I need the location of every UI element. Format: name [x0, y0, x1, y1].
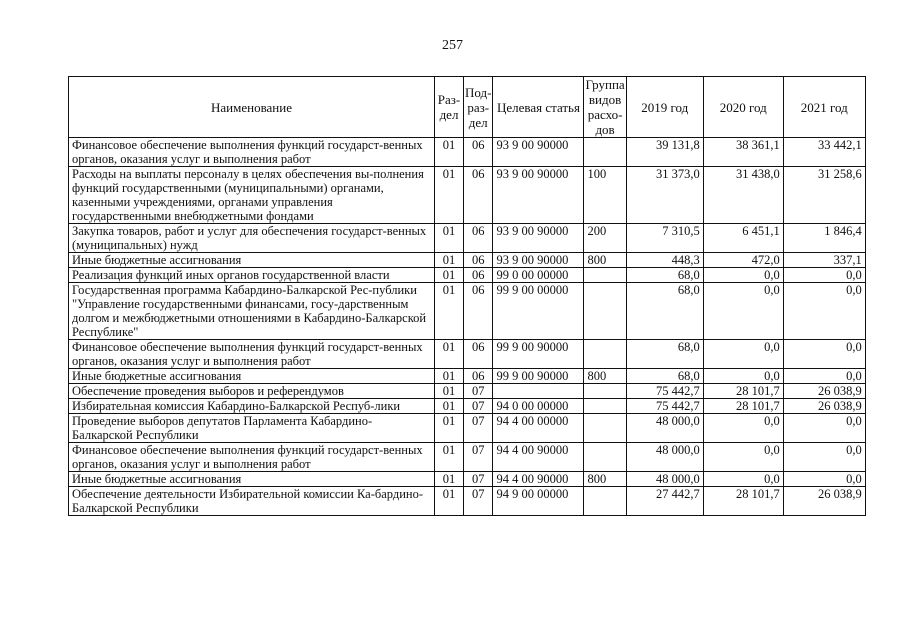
table-row [69, 443, 866, 472]
row-name: Реализация функций иных органов государственной власти [69, 268, 435, 283]
row-name: Финансовое обеспечение выполнения функций государст-венных органов, оказания услуг и выполнения работ [69, 340, 435, 369]
row-2021: 0,0 [783, 472, 865, 487]
row-section: 01 [435, 369, 464, 384]
budget-table [68, 76, 866, 516]
row-2021: 337,1 [783, 253, 865, 268]
row-subsection: 07 [464, 399, 493, 414]
row-target: 93 9 00 90000 [493, 167, 584, 224]
row-name: Иные бюджетные ассигнования [69, 472, 435, 487]
row-name: Иные бюджетные ассигнования [69, 369, 435, 384]
row-2020: 28 101,7 [703, 399, 783, 414]
row-2019: 68,0 [626, 283, 703, 340]
row-2020: 31 438,0 [703, 167, 783, 224]
row-subsection: 06 [464, 369, 493, 384]
row-name: Проведение выборов депутатов Парламента Кабардино-Балкарской Республики [69, 414, 435, 443]
row-2021: 0,0 [783, 414, 865, 443]
row-name: Закупка товаров, работ и услуг для обеспечения государст-венных (муниципальных) нужд [69, 224, 435, 253]
row-subsection: 06 [464, 253, 493, 268]
row-section: 01 [435, 167, 464, 224]
row-subsection: 07 [464, 384, 493, 399]
row-2020: 28 101,7 [703, 487, 783, 516]
row-2019: 448,3 [626, 253, 703, 268]
row-target: 93 9 00 90000 [493, 253, 584, 268]
row-2021: 0,0 [783, 340, 865, 369]
row-target: 99 0 00 00000 [493, 268, 584, 283]
row-section: 01 [435, 399, 464, 414]
row-2019: 68,0 [626, 268, 703, 283]
row-2020: 0,0 [703, 340, 783, 369]
header-2019: 2019 год [626, 77, 703, 138]
row-section: 01 [435, 253, 464, 268]
row-group: 800 [584, 253, 626, 268]
row-name: Расходы на выплаты персоналу в целях обеспечения вы-полнения функций государственными (муниципальными) органами, казенными учреждениями, органами управления государственными внебюджетными фондами [69, 167, 435, 224]
row-target: 99 9 00 00000 [493, 283, 584, 340]
row-section: 01 [435, 138, 464, 167]
table-row [69, 167, 866, 224]
header-2021: 2021 год [783, 77, 865, 138]
row-2020: 0,0 [703, 268, 783, 283]
row-2021: 33 442,1 [783, 138, 865, 167]
row-target: 94 4 00 90000 [493, 472, 584, 487]
row-group [584, 138, 626, 167]
row-name: Избирательная комиссия Кабардино-Балкарской Респуб-лики [69, 399, 435, 414]
row-section: 01 [435, 487, 464, 516]
row-section: 01 [435, 384, 464, 399]
row-subsection: 06 [464, 268, 493, 283]
row-2021: 0,0 [783, 369, 865, 384]
page-number: 257 [442, 38, 463, 53]
row-subsection: 06 [464, 340, 493, 369]
row-group [584, 399, 626, 414]
row-group [584, 340, 626, 369]
table-row [69, 399, 866, 414]
row-section: 01 [435, 472, 464, 487]
row-section: 01 [435, 268, 464, 283]
row-2020: 0,0 [703, 369, 783, 384]
header-target: Целевая статья [493, 77, 584, 138]
row-target: 99 9 00 90000 [493, 369, 584, 384]
row-target: 94 4 00 90000 [493, 443, 584, 472]
header-subsection: Под-раз-дел [464, 77, 493, 138]
row-2019: 75 442,7 [626, 399, 703, 414]
row-2021: 26 038,9 [783, 384, 865, 399]
row-name: Государственная программа Кабардино-Балкарской Рес-публики "Управление государственными финансами, госу-дарственным долгом и межбюджетными отношениями в Кабардино-Балкарской Республике" [69, 283, 435, 340]
row-2021: 0,0 [783, 268, 865, 283]
header-row [69, 77, 866, 138]
row-2019: 75 442,7 [626, 384, 703, 399]
row-2021: 26 038,9 [783, 487, 865, 516]
row-2020: 0,0 [703, 414, 783, 443]
table-row [69, 224, 866, 253]
row-target: 94 0 00 00000 [493, 399, 584, 414]
row-group [584, 487, 626, 516]
row-name: Финансовое обеспечение выполнения функций государст-венных органов, оказания услуг и выполнения работ [69, 138, 435, 167]
row-name: Финансовое обеспечение выполнения функций государст-венных органов, оказания услуг и выполнения работ [69, 443, 435, 472]
row-group [584, 283, 626, 340]
row-target: 94 4 00 00000 [493, 414, 584, 443]
row-subsection: 06 [464, 167, 493, 224]
row-2019: 48 000,0 [626, 443, 703, 472]
table-row [69, 138, 866, 167]
row-name: Обеспечение проведения выборов и референдумов [69, 384, 435, 399]
row-2020: 28 101,7 [703, 384, 783, 399]
row-2020: 6 451,1 [703, 224, 783, 253]
row-2021: 0,0 [783, 283, 865, 340]
row-section: 01 [435, 283, 464, 340]
row-subsection: 07 [464, 414, 493, 443]
table-row [69, 283, 866, 340]
row-2020: 0,0 [703, 443, 783, 472]
row-name: Иные бюджетные ассигнования [69, 253, 435, 268]
row-2020: 38 361,1 [703, 138, 783, 167]
row-group [584, 384, 626, 399]
header-2020: 2020 год [703, 77, 783, 138]
row-2019: 48 000,0 [626, 414, 703, 443]
row-2021: 1 846,4 [783, 224, 865, 253]
row-2019: 27 442,7 [626, 487, 703, 516]
row-subsection: 07 [464, 443, 493, 472]
row-section: 01 [435, 414, 464, 443]
row-2019: 31 373,0 [626, 167, 703, 224]
table-row [69, 340, 866, 369]
row-2020: 0,0 [703, 472, 783, 487]
table-row [69, 472, 866, 487]
row-2019: 68,0 [626, 340, 703, 369]
row-group: 800 [584, 472, 626, 487]
row-subsection: 06 [464, 224, 493, 253]
table-row [69, 384, 866, 399]
table-row [69, 487, 866, 516]
row-group: 200 [584, 224, 626, 253]
header-group: Группа видов расхо-дов [585, 77, 625, 137]
table-row [69, 369, 866, 384]
row-group: 100 [584, 167, 626, 224]
row-2021: 0,0 [783, 443, 865, 472]
row-subsection: 06 [464, 138, 493, 167]
row-target: 94 9 00 00000 [493, 487, 584, 516]
row-subsection: 07 [464, 487, 493, 516]
row-2021: 26 038,9 [783, 399, 865, 414]
row-name: Обеспечение деятельности Избирательной комиссии Ка-бардино-Балкарской Республики [69, 487, 435, 516]
table-row [69, 268, 866, 283]
row-2019: 7 310,5 [626, 224, 703, 253]
row-2019: 48 000,0 [626, 472, 703, 487]
row-2021: 31 258,6 [783, 167, 865, 224]
row-subsection: 06 [464, 283, 493, 340]
header-section: Раз-дел [435, 77, 464, 138]
row-group [584, 414, 626, 443]
header-name: Наименование [69, 77, 435, 138]
row-target: 99 9 00 90000 [493, 340, 584, 369]
row-2020: 0,0 [703, 283, 783, 340]
row-target: 93 9 00 90000 [493, 138, 584, 167]
table-row [69, 253, 866, 268]
row-subsection: 07 [464, 472, 493, 487]
row-target [493, 384, 584, 399]
row-2019: 39 131,8 [626, 138, 703, 167]
row-section: 01 [435, 224, 464, 253]
row-section: 01 [435, 443, 464, 472]
table-body [69, 138, 866, 516]
table-row [69, 414, 866, 443]
row-group: 800 [584, 369, 626, 384]
row-2019: 68,0 [626, 369, 703, 384]
row-section: 01 [435, 340, 464, 369]
row-group [584, 268, 626, 283]
row-group [584, 443, 626, 472]
row-2020: 472,0 [703, 253, 783, 268]
row-target: 93 9 00 90000 [493, 224, 584, 253]
